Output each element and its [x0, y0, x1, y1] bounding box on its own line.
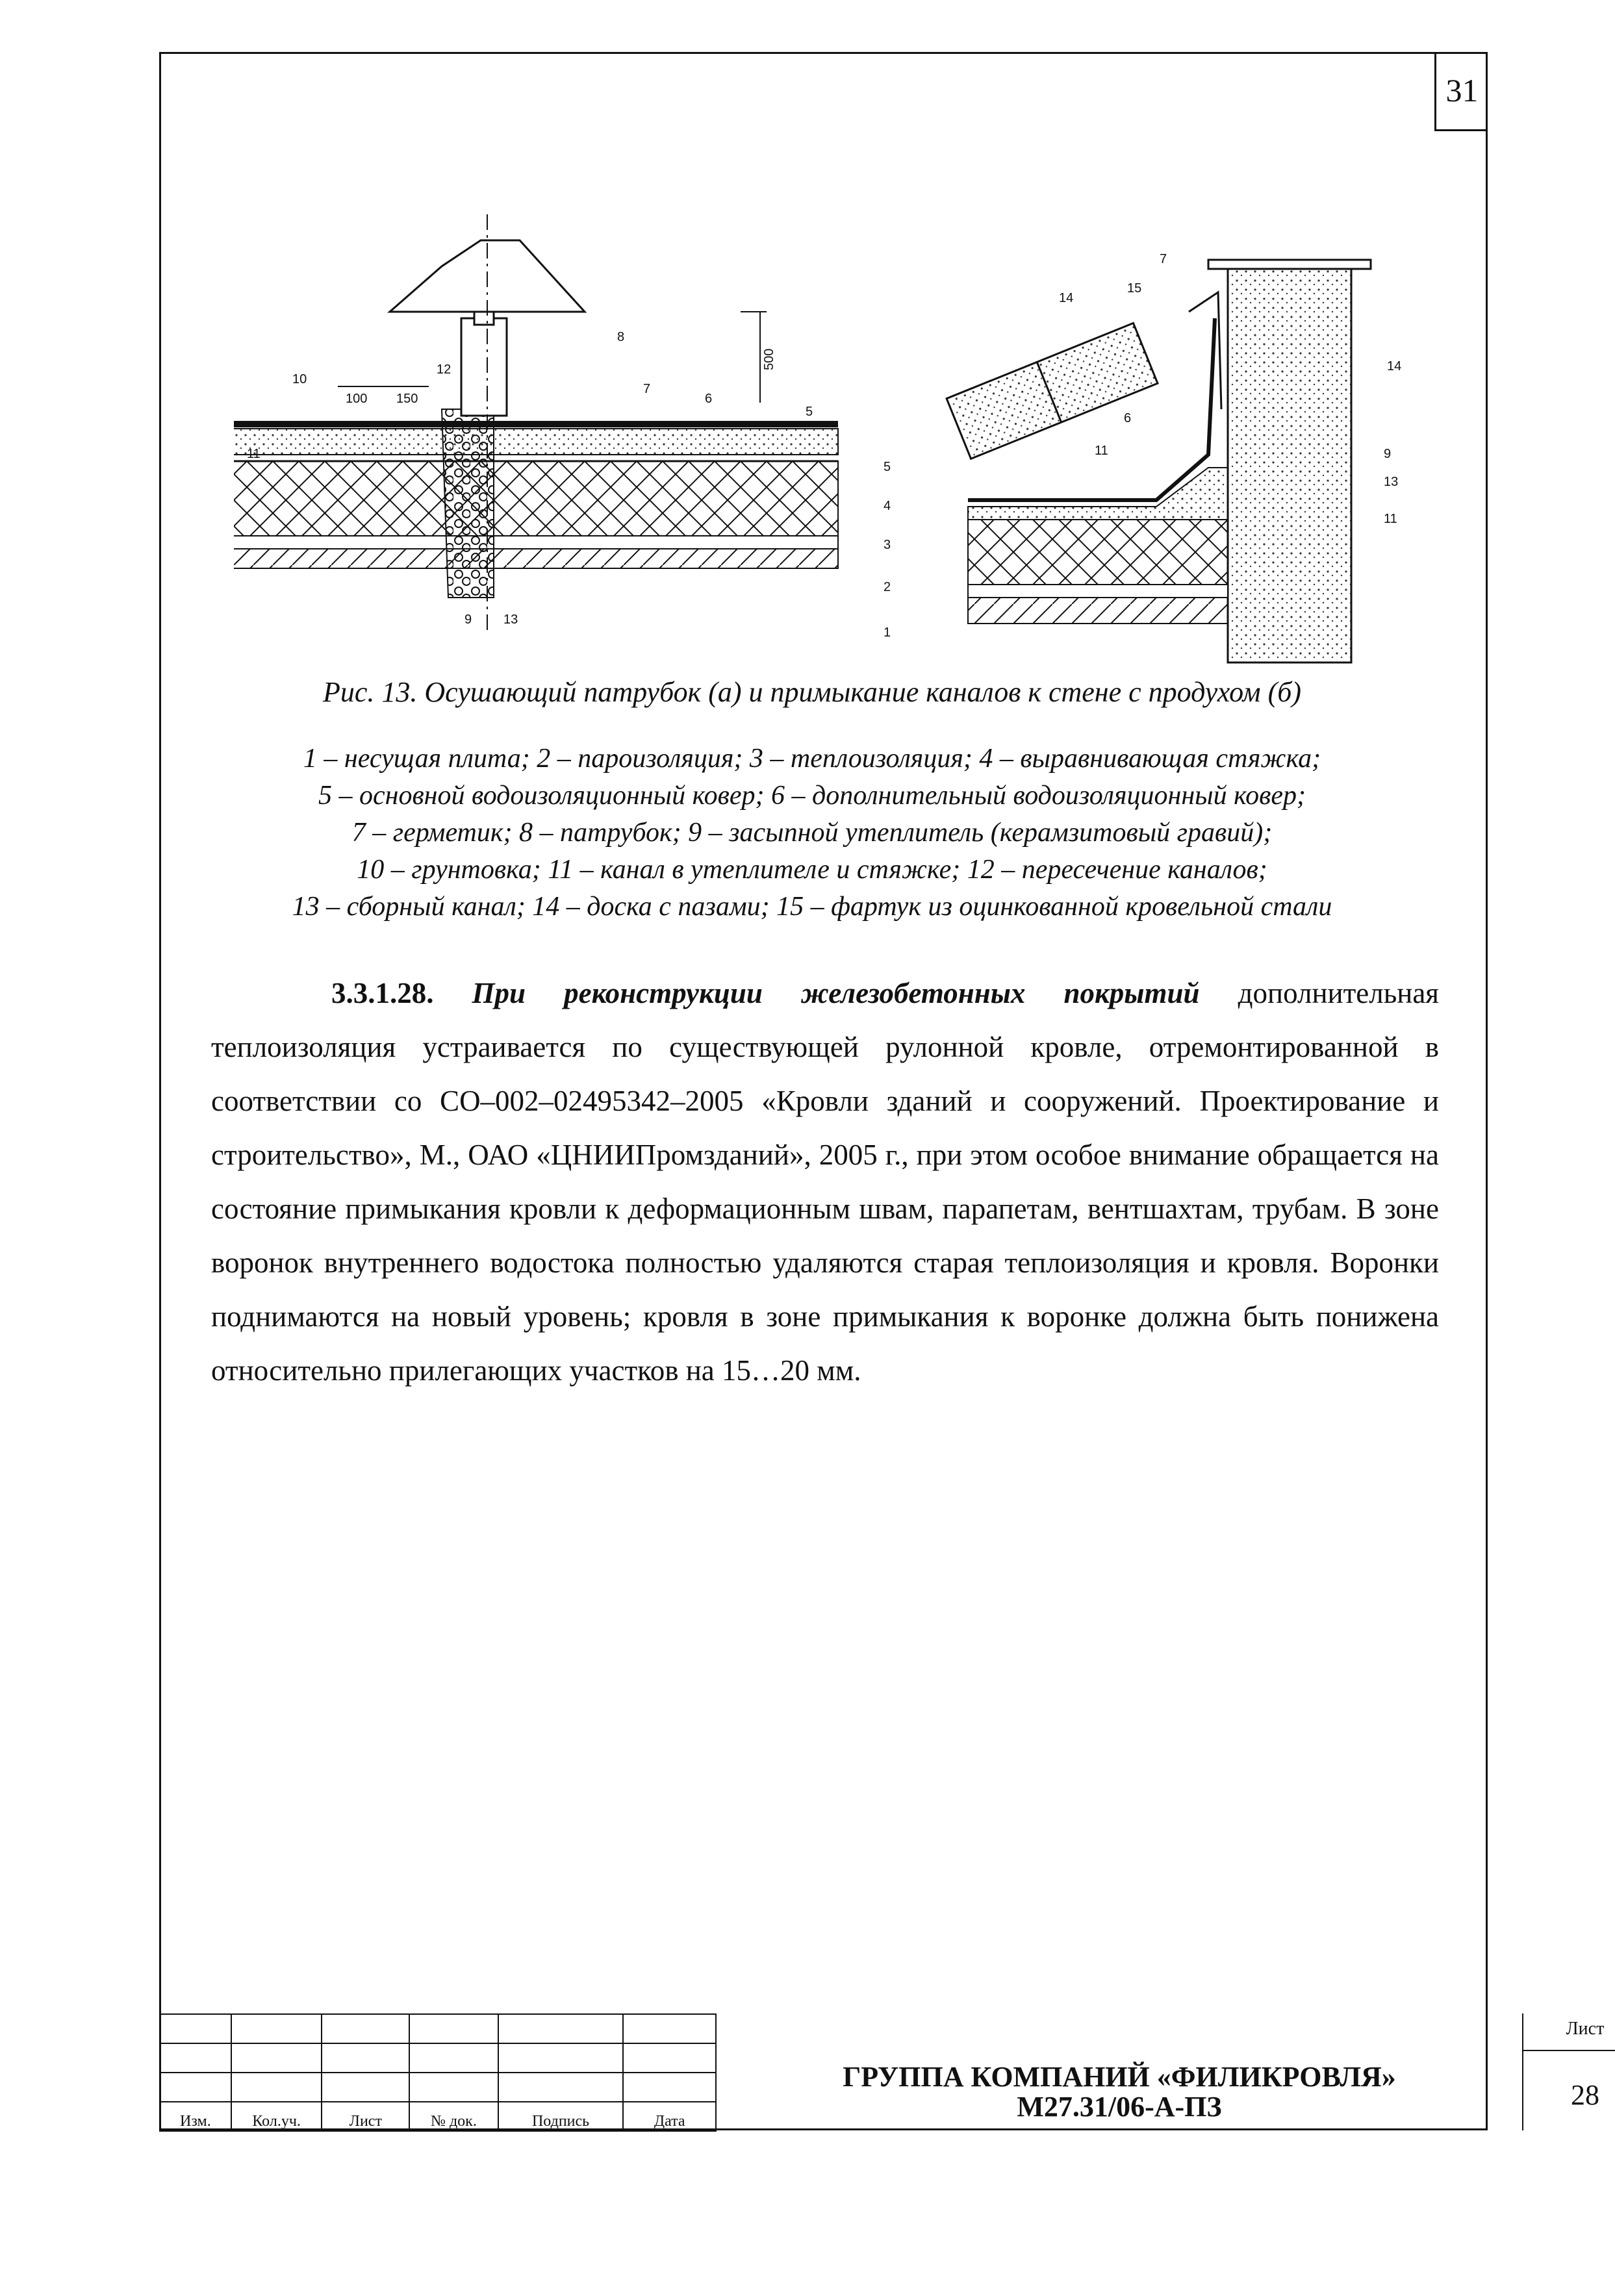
revision-table — [159, 2013, 717, 2132]
figure-b-wall-junction — [884, 252, 1401, 662]
sheet-cell — [1522, 2013, 1615, 2130]
fig-b-label-14b: 14 — [1387, 359, 1402, 373]
fig-b-label-11a: 11 — [1095, 444, 1108, 458]
legend-line: 13 – сборный канал; 14 – доска с пазами; 15 – фартук из оцинкованной кровельной стали — [292, 892, 1332, 922]
body-paragraph — [211, 966, 1439, 1398]
fig-b-label-3: 3 — [884, 538, 891, 552]
paragraph-number: 3.3.1.28. — [331, 977, 434, 1009]
title-block — [159, 2013, 1605, 2130]
page-number: 31 — [1445, 72, 1479, 108]
fig-b-label-1: 1 — [884, 625, 891, 640]
fig-a-label-500: 500 — [762, 348, 776, 370]
fig-b-label-9: 9 — [1384, 447, 1392, 461]
legend-line: 10 – грунтовка; 11 – канал в утеплителе и стяжке; 12 – пересечение каналов; — [357, 855, 1267, 885]
fig-b-label-15: 15 — [1127, 281, 1142, 296]
col-header-signature: Подпись — [498, 2102, 624, 2131]
col-header-date: Дата — [623, 2102, 716, 2131]
fig-a-label-12: 12 — [437, 362, 451, 377]
fig-b-label-5: 5 — [884, 460, 891, 474]
fig-b-label-11b: 11 — [1384, 512, 1397, 526]
sheet-number: 28 — [1571, 2079, 1599, 2111]
col-header-doc-no: № док. — [409, 2102, 498, 2131]
title-block-center — [717, 2013, 1522, 2130]
fig-b-label-6: 6 — [1124, 411, 1132, 425]
fig-b-label-14a: 14 — [1059, 291, 1074, 305]
fig-b-label-4: 4 — [884, 499, 891, 513]
organization-name: ГРУППА КОМПАНИЙ «ФИЛИКРОВЛЯ» — [843, 2061, 1396, 2093]
sheet-label: Лист — [1566, 2019, 1605, 2039]
fig-a-label-150: 150 — [396, 392, 418, 406]
figure-drawings — [234, 214, 1455, 669]
fig-a-label-100: 100 — [346, 392, 368, 406]
fig-b-label-2: 2 — [884, 580, 891, 594]
fig-a-label-8: 8 — [617, 330, 625, 344]
page-number-box — [1434, 52, 1488, 131]
figure-a-vent — [234, 214, 838, 630]
col-header-qty: Кол.уч. — [231, 2102, 322, 2131]
fig-a-label-7: 7 — [643, 382, 651, 396]
fig-b-label-13: 13 — [1384, 475, 1399, 489]
legend-line: 1 – несущая плита; 2 – пароизоляция; 3 – теплоизоляция; 4 – выравнивающая стяжка; — [303, 744, 1321, 774]
fig-a-label-11: 11 — [247, 447, 261, 461]
legend-line: 7 – герметик; 8 – патрубок; 9 – засыпной утеплитель (керамзитовый гравий); — [351, 818, 1273, 848]
fig-a-label-10: 10 — [292, 372, 307, 386]
fig-a-label-9: 9 — [464, 612, 472, 627]
paragraph-emphasis: При реконструкции железобетонных покрытий — [472, 977, 1200, 1009]
legend-line: 5 – основной водоизоляционный ковер; 6 – дополнительный водоизоляционный ковер; — [318, 781, 1306, 811]
fig-a-label-5: 5 — [806, 405, 813, 419]
col-header-sheet: Лист — [322, 2102, 409, 2131]
fig-a-label-6: 6 — [705, 392, 713, 406]
figure-caption: Рис. 13. Осушающий патрубок (а) и примыкание каналов к стене с продухом (б) — [322, 676, 1302, 708]
col-header-change: Изм. — [160, 2102, 231, 2131]
document-code: М27.31/06-А-ПЗ — [1017, 2091, 1222, 2123]
fig-b-label-7: 7 — [1160, 252, 1167, 266]
fig-a-label-13: 13 — [503, 612, 518, 627]
figure-legend — [221, 740, 1403, 926]
paragraph-text: дополнительная теплоизоляция устраивается по существующей рулонной кровле, отремонтированной в соответствии со СО–002–02495342–2005 «Кровли зданий и сооружений. Проектирование и строительство», М., ОАО «ЦНИИПромзданий», 2005 г., при этом особое внимание обращается на состояние примыкания кровли к деформационным швам, парапетам, вентшахтам, трубам. В зоне воронок внутреннего водостока полностью удаляются старая теплоизоляция и кровля. Воронки поднимаются на новый уровень; кровля в зоне примыкания к воронке должна быть понижена относительно прилегающих участков на 15…20 мм. — [211, 977, 1440, 1387]
